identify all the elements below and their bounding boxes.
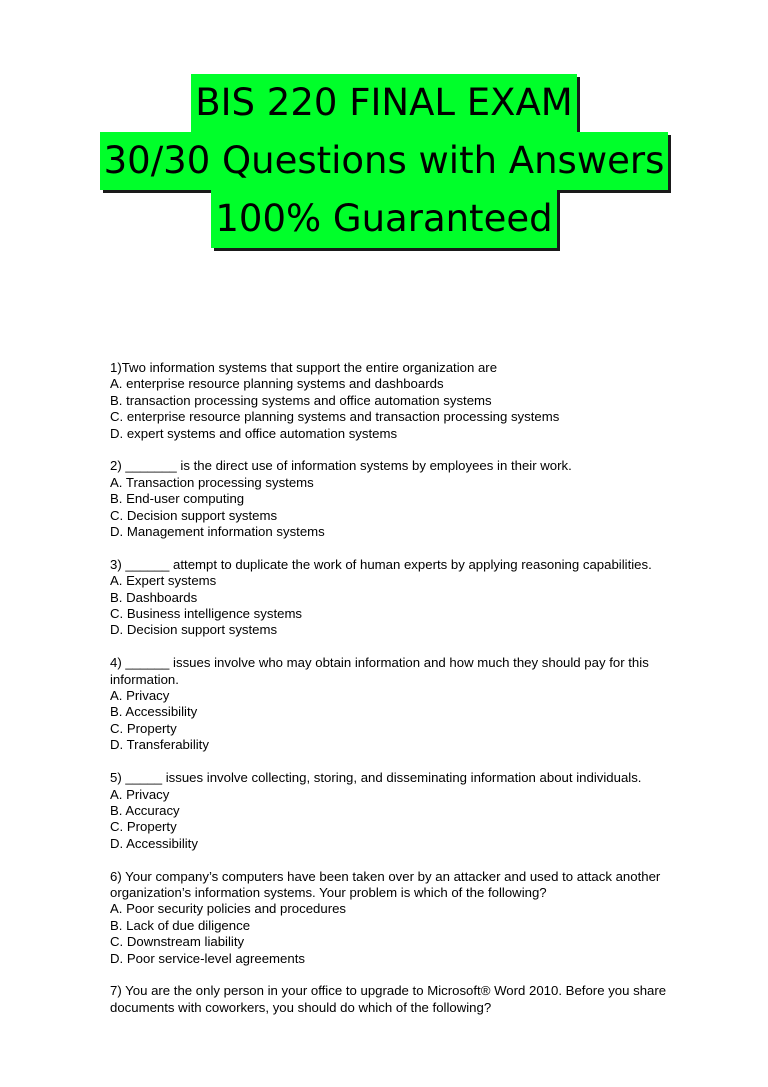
question-1-option-c: C. enterprise resource planning systems and transaction processing systems	[110, 409, 560, 425]
question-6-option-b: B. Lack of due diligence	[110, 917, 251, 933]
title-line-3	[0, 190, 768, 248]
question-3-option-d: D. Decision support systems	[110, 622, 278, 638]
question-1-option-b: B. transaction processing systems and office automation systems	[110, 392, 492, 408]
title-line-2	[0, 132, 768, 190]
question-4-text: 4) ______ issues involve who may obtain information and how much they should pay for this information.	[110, 655, 649, 687]
question-4-option-c: C. Property	[110, 720, 177, 736]
question-7-text: 7) You are the only person in your office to upgrade to Microsoft® Word 2010. Before you share documents with coworkers, you should do which of the following?	[110, 983, 667, 1015]
question-2-option-a: A. Transaction processing systems	[110, 474, 314, 490]
question-4-option-d: D. Transferability	[110, 737, 209, 753]
question-6-option-a: A. Poor security policies and procedures	[110, 901, 347, 917]
title-line-1	[0, 74, 768, 132]
question-3-option-a: A. Expert systems	[110, 573, 217, 589]
question-5-option-b: B. Accuracy	[110, 802, 180, 818]
question-2-text: 2) _______ is the direct use of information systems by employees in their work.	[110, 458, 572, 474]
question-1-option-a: A. enterprise resource planning systems and dashboards	[110, 376, 444, 392]
question-4-option-a: A. Privacy	[110, 688, 170, 704]
question-6	[110, 869, 720, 967]
question-5	[110, 770, 720, 852]
question-2-option-b: B. End-user computing	[110, 491, 245, 507]
question-5-option-a: A. Privacy	[110, 786, 170, 802]
question-4	[110, 655, 720, 753]
question-5-option-d: D. Accessibility	[110, 835, 198, 851]
title-line-2-text: 30/30 Questions with Answers	[100, 132, 669, 190]
question-4-option-b: B. Accessibility	[110, 704, 198, 720]
question-1	[110, 360, 720, 442]
question-5-text: 5) _____ issues involve collecting, storing, and disseminating information about individuals.	[110, 770, 642, 786]
question-1-text: 1)Two information systems that support the entire organization are	[110, 360, 498, 375]
question-5-option-c: C. Property	[110, 819, 177, 835]
question-1-option-d: D. expert systems and office automation systems	[110, 425, 398, 441]
question-2-option-d: D. Management information systems	[110, 524, 325, 540]
title-line-3-text: 100% Guaranteed	[211, 190, 556, 248]
question-3-text: 3) ______ attempt to duplicate the work of human experts by applying reasoning capabilities.	[110, 556, 652, 572]
question-list	[110, 360, 720, 1033]
title-line-1-text: BIS 220 FINAL EXAM	[191, 74, 576, 132]
question-3-option-c: C. Business intelligence systems	[110, 606, 303, 622]
question-3-option-b: B. Dashboards	[110, 589, 198, 605]
question-3	[110, 557, 720, 639]
question-6-option-c: C. Downstream liability	[110, 934, 245, 950]
question-2-option-c: C. Decision support systems	[110, 507, 278, 523]
question-7	[110, 983, 720, 1016]
question-6-option-d: D. Poor service-level agreements	[110, 950, 305, 966]
question-6-text: 6) Your company’s computers have been taken over by an attacker and used to attack another organization’s information systems. Your problem is which of the following?	[110, 868, 661, 900]
question-2	[110, 458, 720, 540]
exam-title	[0, 74, 768, 248]
